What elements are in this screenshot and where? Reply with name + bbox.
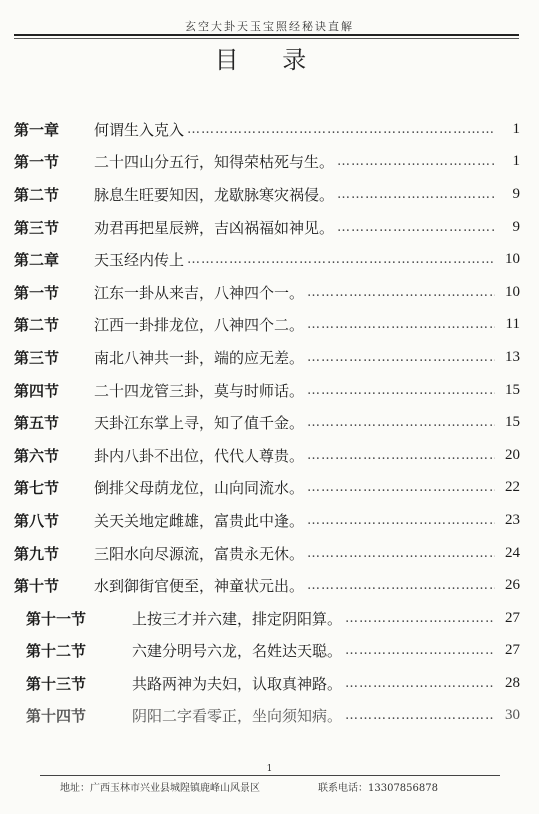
footer — [60, 779, 480, 794]
toc-entry — [14, 374, 520, 407]
toc-entry-text: 六建分明号六龙，名姓达天聪。 — [132, 642, 343, 661]
toc-dot-leader — [345, 643, 495, 658]
toc-entry-text: 水到御街官便至，神童状元出。 — [94, 577, 305, 596]
running-header: 玄空大卦天玉宝照经秘诀直解 — [185, 20, 354, 33]
toc-entry-label: 第四节 — [14, 381, 60, 400]
toc-entry-text: 共路两神为夫妇，认取真神路。 — [132, 674, 343, 693]
toc-dot-leader — [307, 415, 495, 430]
toc-entry-page: 9 — [512, 218, 520, 235]
toc-entry-page: 26 — [505, 577, 520, 594]
footer-rule — [40, 775, 500, 776]
toc-dot-leader — [307, 285, 495, 300]
toc-entry-text: 江西一卦排龙位，八神四个二。 — [94, 316, 305, 335]
toc-entry — [14, 146, 520, 179]
toc-entry-page: 22 — [505, 479, 520, 496]
toc-entry — [14, 309, 520, 342]
toc-entry-page: 28 — [505, 674, 520, 691]
toc-dot-leader — [307, 317, 495, 332]
toc-entry-page: 15 — [505, 414, 520, 431]
toc-entry-label: 第八节 — [14, 511, 60, 530]
toc-entry — [14, 472, 520, 505]
toc-entry-page: 9 — [512, 185, 520, 202]
toc-entry-text: 三阳水向尽源流，富贵永无休。 — [94, 544, 305, 563]
toc-entry-page: 24 — [505, 544, 520, 561]
toc-entry-label: 第十四节 — [26, 707, 87, 726]
toc-dot-leader — [307, 546, 495, 561]
toc-entry-page: 30 — [505, 707, 520, 724]
toc-entry-text: 江东一卦从来吉，八神四个一。 — [94, 283, 305, 302]
toc-entry-label: 第三节 — [14, 218, 60, 237]
toc-entry-label: 第二节 — [14, 316, 60, 335]
toc-entry-page: 15 — [505, 381, 520, 398]
toc-entry-text: 南北八神共一卦，端的应无差。 — [94, 348, 305, 367]
toc-dot-leader — [345, 708, 495, 723]
toc-entry-label: 第一节 — [14, 283, 60, 302]
toc-entry-label: 第五节 — [14, 414, 60, 433]
toc-entry-label: 第一节 — [14, 153, 60, 172]
toc-dot-leader — [307, 383, 495, 398]
toc-entry-page: 10 — [505, 251, 520, 268]
toc-entry — [14, 635, 520, 668]
toc-entry-page: 23 — [505, 511, 520, 528]
toc-entry-label: 第九节 — [14, 544, 60, 563]
toc-entry — [14, 700, 520, 733]
toc-entry-text: 倒排父母荫龙位，山向同流水。 — [94, 479, 305, 498]
footer-contact: 联系电话：13307856878 — [318, 783, 438, 794]
page-number: 1 — [266, 764, 273, 774]
toc-dot-leader — [337, 154, 495, 169]
toc-entry-text: 何谓生入克入 — [94, 120, 185, 139]
toc-entry-label: 第二章 — [14, 251, 60, 270]
toc-entry — [14, 113, 520, 146]
toc-entry — [14, 211, 520, 244]
toc-entry-text: 卦内八卦不出位，代代人尊贵。 — [94, 446, 305, 465]
toc-entry-text: 阴阳二字看零正，坐向须知病。 — [132, 707, 343, 726]
header-rule — [14, 34, 519, 36]
toc-entry-page: 10 — [505, 283, 520, 300]
toc-entry — [14, 276, 520, 309]
toc-dot-leader — [345, 611, 495, 626]
toc-entry — [14, 341, 520, 374]
toc-entry-text: 关天关地定雌雄，富贵此中逢。 — [94, 511, 305, 530]
toc-entry-text: 天玉经内传上 — [94, 251, 185, 270]
toc-entry-page: 13 — [505, 348, 520, 365]
toc-entry-label: 第十节 — [14, 577, 60, 596]
toc-entry-text: 天卦江东掌上寻，知了值千金。 — [94, 414, 305, 433]
page-title: 目 录 — [214, 46, 325, 74]
toc-dot-leader — [187, 252, 495, 267]
toc-entry — [14, 504, 520, 537]
toc-dot-leader — [307, 350, 495, 365]
toc-entry — [14, 537, 520, 570]
toc-entry-label: 第十一节 — [26, 609, 87, 628]
toc-dot-leader — [307, 448, 495, 463]
table-of-contents — [14, 113, 520, 732]
toc-entry — [14, 243, 520, 276]
toc-entry-page: 20 — [505, 446, 520, 463]
toc-entry-page: 1 — [512, 120, 520, 137]
toc-entry — [14, 178, 520, 211]
footer-address: 地址：广西玉林市兴业县城隍镇鹿峰山风景区 — [60, 783, 260, 794]
toc-entry-page: 27 — [505, 642, 520, 659]
toc-entry-text: 上按三才并六建，排定阴阳算。 — [132, 609, 343, 628]
toc-entry-label: 第七节 — [14, 479, 60, 498]
toc-entry — [14, 602, 520, 635]
toc-entry-page: 11 — [505, 316, 520, 333]
toc-entry-label: 第二节 — [14, 185, 60, 204]
toc-entry-page: 27 — [505, 609, 520, 626]
header-rule-thin — [14, 38, 519, 39]
toc-entry-label: 第十三节 — [26, 674, 87, 693]
toc-entry — [14, 667, 520, 700]
toc-entry — [14, 439, 520, 472]
toc-dot-leader — [345, 676, 495, 691]
toc-entry-label: 第十二节 — [26, 642, 87, 661]
toc-entry-text: 脉息生旺要知因，龙歇脉寒灾祸侵。 — [94, 185, 335, 204]
toc-entry-label: 第六节 — [14, 446, 60, 465]
toc-dot-leader — [337, 187, 495, 202]
toc-entry-text: 劝君再把星辰辨，吉凶祸福如神见。 — [94, 218, 335, 237]
toc-dot-leader — [307, 480, 495, 495]
toc-entry — [14, 569, 520, 602]
toc-dot-leader — [307, 513, 495, 528]
toc-dot-leader — [337, 220, 495, 235]
toc-dot-leader — [307, 578, 495, 593]
toc-entry-text: 二十四龙管三卦，莫与时师话。 — [94, 381, 305, 400]
toc-entry-label: 第一章 — [14, 120, 60, 139]
toc-dot-leader — [187, 122, 495, 137]
toc-entry-label: 第三节 — [14, 348, 60, 367]
toc-entry-page: 1 — [512, 153, 520, 170]
toc-entry-text: 二十四山分五行，知得荣枯死与生。 — [94, 153, 335, 172]
toc-entry — [14, 406, 520, 439]
